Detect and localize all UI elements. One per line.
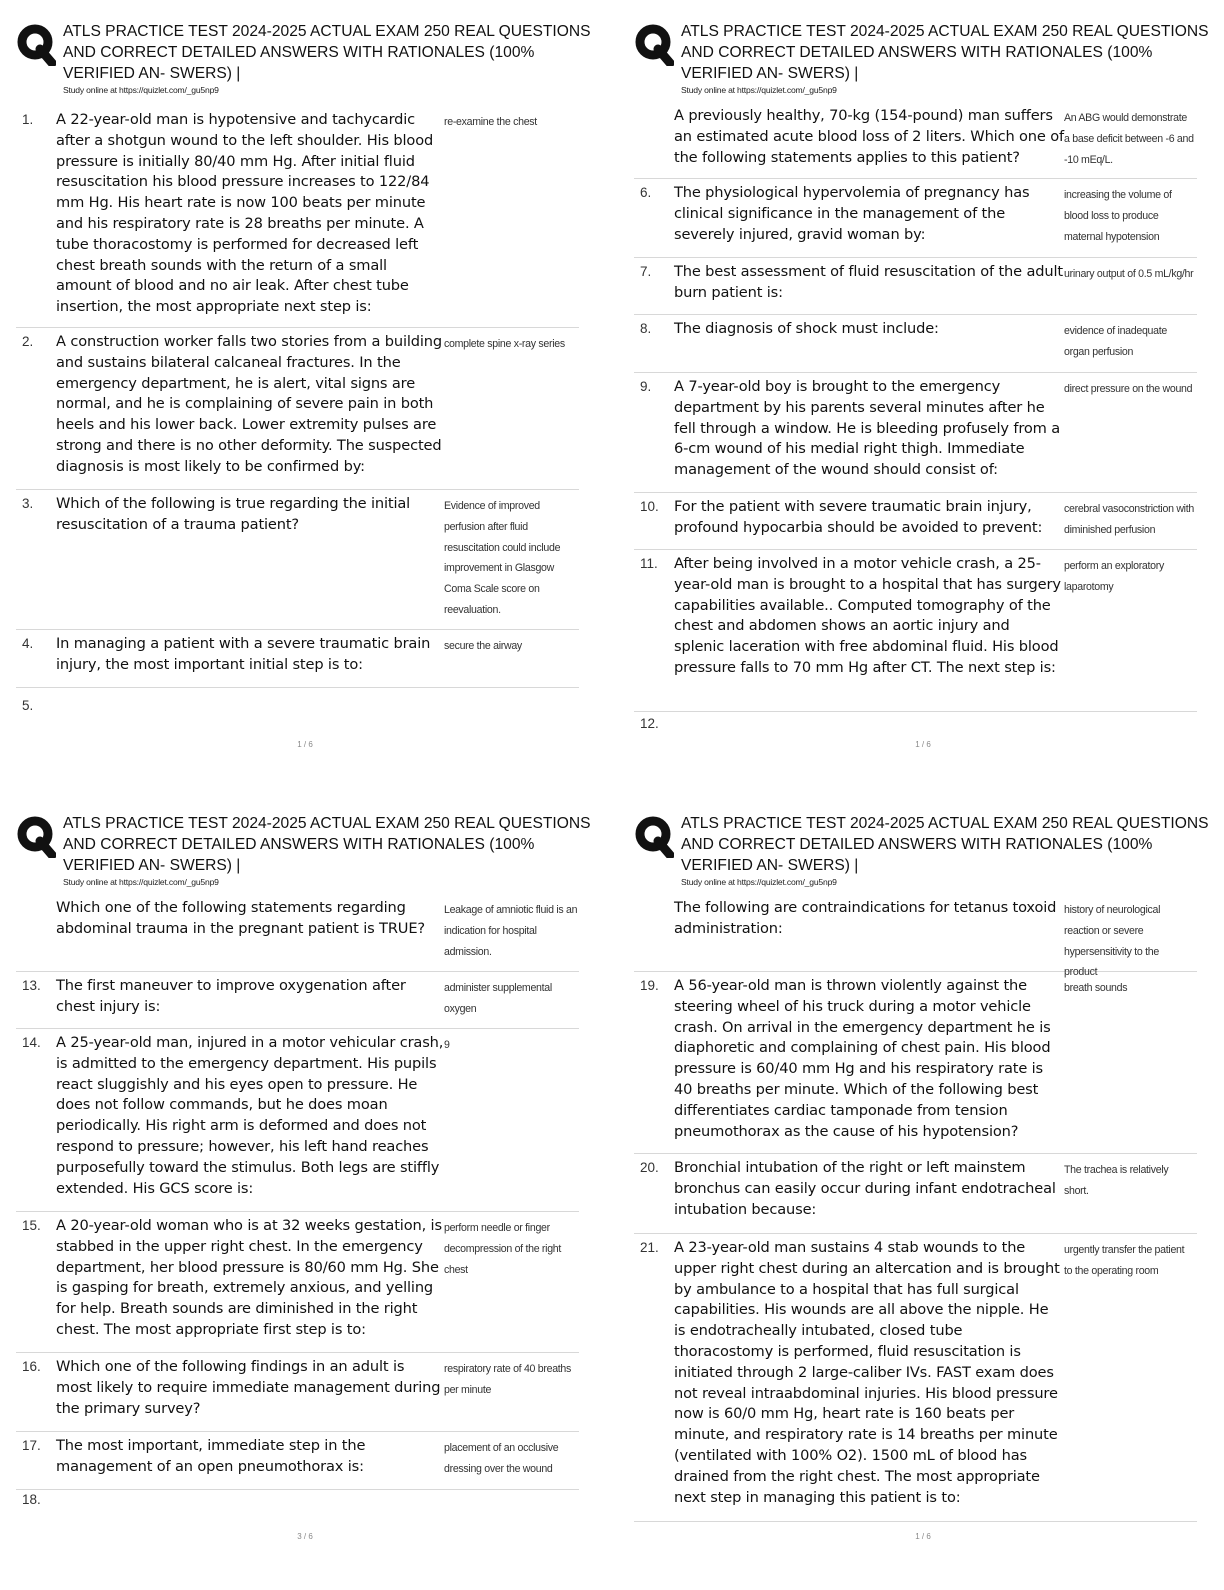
answer-text: perform an exploratory laparotomy — [1064, 560, 1164, 593]
answer-text: direct pressure on the wound — [1064, 383, 1193, 395]
page-number: 3 / 6 — [297, 1532, 313, 1541]
question-number: 5. — [22, 698, 34, 713]
study-online-link[interactable]: Study online at https://quizlet.com/_gu5np9 — [63, 877, 219, 887]
question-number: 18. — [22, 1492, 41, 1507]
page-number: 1 / 6 — [297, 740, 313, 749]
question-number: 14. — [22, 1035, 41, 1050]
answer-text: complete spine x-ray series — [444, 338, 565, 350]
question-number: 11. — [640, 556, 658, 571]
quizlet-q-logo-icon — [634, 22, 674, 66]
question-number: 12. — [640, 716, 659, 731]
document-title: ATLS PRACTICE TEST 2024-2025 ACTUAL EXAM 250 REAL QUESTIONS AND CORRECT DETAILED ANSWERS WITH RATIONALES (100% VERIFIED AN- SWERS) | — [63, 23, 591, 82]
question-text: A 56-year-old man is thrown violently against the steering wheel of his truck during a motor vehicle crash. On arrival in the emergency department he is diaphoretic and complaining of chest pain. His blood pressure is 60/40 mm Hg and his respiratory rate is 40 breaths per minute. Which of the following best differentiates cardiac tamponade from tension pneumothorax as the cause of his hypotension? — [674, 977, 1051, 1140]
question-text: A 20-year-old woman who is at 32 weeks gestation, is stabbed in the upper right chest. In the emergency department, her blood pressure is 80/60 mm Hg. She is gasping for breath, extremely anxious, and yelling for help. Breath sounds are diminished in the right chest. The most appropriate first step is to: — [56, 1217, 442, 1338]
question-row — [634, 493, 1197, 550]
answer-text: evidence of inadequate organ perfusion — [1064, 325, 1167, 358]
page-header — [16, 18, 612, 96]
question-text: A 23-year-old man sustains 4 stab wounds to the upper right chest during an altercation and is brought by ambulance to a hospital that has full surgical capabilities. His wounds are all above the nipple. He is endotracheally intubated, closed tube thoracostomy is performed, fluid resuscitation is initiated through 2 large-caliber IVs. FAST exam does not reveal intraabdominal injuries. His blood pressure now is 60/0 mm Hg, heart rate is 160 beats per minute, and respiratory rate is 14 breaths per minute (ventilated with 100% O2). 1500 mL of blood has drained from the right chest. The most appropriate next step in managing this patient is to: — [674, 1239, 1060, 1506]
question-table — [634, 102, 1197, 712]
question-row — [16, 1432, 579, 1490]
question-row — [16, 894, 579, 972]
question-text: The following are contraindications for tetanus toxoid administration: — [674, 899, 1057, 937]
question-text: The physiological hypervolemia of pregnancy has clinical significance in the management of the severely injured, gravid woman by: — [674, 184, 1030, 243]
question-row — [634, 315, 1197, 373]
answer-text: cerebral vasoconstriction with diminished perfusion — [1064, 503, 1194, 536]
question-text: The first maneuver to improve oxygenation after chest injury is: — [56, 977, 406, 1015]
question-text: A 22-year-old man is hypotensive and tachycardic after a shotgun wound to the left shoulder. His blood pressure is initially 80/40 mm Hg. After initial fluid resuscitation his blood pressure increases to 122/84 mm Hg. His heart rate is now 100 beats per minute and his respiratory rate is 28 breaths per minute. A tube thoracostomy is performed for decreased left chest breath sounds with the return of a small amount of blood and no air leak. After chest tube insertion, the most appropriate next step is: — [56, 111, 434, 316]
question-number: 9. — [640, 379, 652, 394]
question-text: After being involved in a motor vehicle crash, a 25-year-old man is brought to a hospital that has surgery capabilities available.. Computed tomography of the chest and abdomen shows an aortic injury and splenic laceration with free abdominal fluid. His blood pressure falls to 70 mm Hg after CT. The next step is: — [674, 555, 1061, 676]
study-online-link[interactable]: Study online at https://quizlet.com/_gu5np9 — [681, 85, 837, 95]
question-number: 17. — [22, 1438, 41, 1453]
question-number: 7. — [640, 264, 652, 279]
question-row — [634, 894, 1197, 979]
page-number: 1 / 6 — [915, 1532, 931, 1541]
question-row — [634, 550, 1197, 712]
question-row — [16, 1029, 579, 1212]
document-title: ATLS PRACTICE TEST 2024-2025 ACTUAL EXAM 250 REAL QUESTIONS AND CORRECT DETAILED ANSWERS WITH RATIONALES (100% VERIFIED AN- SWERS) | — [63, 815, 591, 874]
answer-text: An ABG would demonstrate a base deficit between -6 and -10 mEq/L. — [1064, 112, 1194, 166]
question-number: 4. — [22, 636, 34, 651]
question-text: A construction worker falls two stories from a building and sustains bilateral calcaneal fractures. In the emergency department, he is alert, vital signs are normal, and he is complaining of severe pain in both heels and his lower back. Lower extremity pulses are strong and there is no other deformity. The suspected diagnosis is most likely to be confirmed by: — [56, 333, 443, 475]
question-number: 15. — [22, 1218, 41, 1233]
answer-text: urgently transfer the patient to the operating room — [1064, 1244, 1185, 1277]
question-text: A 7-year-old boy is brought to the emergency department by his parents several minutes after he fell through a window. He is bleeding profusely from a 6-cm wound of his medial right thigh. Immediate management of the wound should consist of: — [674, 378, 1060, 479]
question-row — [16, 630, 579, 688]
document-page-1 — [16, 18, 612, 798]
question-number: 16. — [22, 1359, 41, 1374]
question-text: The most important, immediate step in the management of an open pneumothorax is: — [56, 1437, 366, 1475]
document-page-4 — [634, 810, 1224, 1590]
answer-text: secure the airway — [444, 640, 522, 652]
question-row — [16, 1212, 579, 1353]
question-number: 2. — [22, 334, 34, 349]
quizlet-q-logo-icon — [634, 814, 674, 858]
document-title: ATLS PRACTICE TEST 2024-2025 ACTUAL EXAM 250 REAL QUESTIONS AND CORRECT DETAILED ANSWERS WITH RATIONALES (100% VERIFIED AN- SWERS) | — [681, 815, 1209, 874]
question-row — [634, 179, 1197, 258]
answer-text: 9 — [444, 1039, 450, 1051]
answer-text: perform needle or finger decompression of the right chest — [444, 1222, 562, 1276]
document-title: ATLS PRACTICE TEST 2024-2025 ACTUAL EXAM 250 REAL QUESTIONS AND CORRECT DETAILED ANSWERS WITH RATIONALES (100% VERIFIED AN- SWERS) | — [681, 23, 1209, 82]
question-text: The diagnosis of shock must include: — [674, 320, 939, 337]
page-header — [16, 810, 612, 888]
question-row — [634, 373, 1197, 493]
question-text: Which one of the following findings in an adult is most likely to require immediate management during the primary survey? — [56, 1358, 441, 1417]
answer-text: Leakage of amniotic fluid is an indication for hospital admission. — [444, 904, 578, 958]
question-table — [16, 894, 579, 1490]
question-row — [16, 972, 579, 1029]
quizlet-q-logo-icon — [16, 22, 56, 66]
question-row — [634, 972, 1197, 1154]
question-number: 13. — [22, 978, 41, 993]
question-text: A 25-year-old man, injured in a motor vehicular crash, is admitted to the emergency department. His pupils react sluggishly and his eyes open to pressure. He does not follow commands, but he does moan periodically. His right arm is deformed and does not respond to pressure; however, his left hand reaches purposefully toward the stimulus. Both legs are stiffly extended. His GCS score is: — [56, 1034, 444, 1197]
page-header — [634, 18, 1224, 96]
question-row — [634, 258, 1197, 315]
question-text: For the patient with severe traumatic brain injury, profound hypocarbia should be avoided to prevent: — [674, 498, 1043, 536]
question-text: A previously healthy, 70-kg (154-pound) man suffers an estimated acute blood loss of 2 liters. Which one of the following statements applies to this patient? — [674, 107, 1064, 166]
question-number: 3. — [22, 496, 34, 511]
answer-text: history of neurological reaction or severe hypersensitivity to the product — [1064, 904, 1161, 979]
document-page-2 — [634, 18, 1224, 798]
question-table — [634, 894, 1197, 1522]
answer-text: breath sounds — [1064, 982, 1128, 994]
question-text: Which of the following is true regarding the initial resuscitation of a trauma patient? — [56, 495, 411, 533]
question-text: The best assessment of fluid resuscitation of the adult burn patient is: — [674, 263, 1063, 301]
answer-text: re-examine the chest — [444, 116, 537, 128]
question-number: 20. — [640, 1160, 659, 1175]
study-online-link[interactable]: Study online at https://quizlet.com/_gu5np9 — [63, 85, 219, 95]
document-page-3 — [16, 810, 612, 1590]
answer-text: Evidence of improved perfusion after fluid resuscitation could include improvement in Glasgow Coma Scale score on reevaluation. — [444, 500, 561, 616]
answer-text: increasing the volume of blood loss to produce maternal hypotension — [1064, 189, 1172, 243]
question-number: 19. — [640, 978, 659, 993]
page-header — [634, 810, 1224, 888]
answer-text: administer supplemental oxygen — [444, 982, 552, 1015]
answer-text: placement of an occlusive dressing over the wound — [444, 1442, 559, 1475]
study-online-link[interactable]: Study online at https://quizlet.com/_gu5np9 — [681, 877, 837, 887]
question-number: 6. — [640, 185, 652, 200]
answer-text: respiratory rate of 40 breaths per minute — [444, 1363, 572, 1396]
question-row — [16, 490, 579, 630]
question-row — [16, 106, 579, 328]
question-number: 21. — [640, 1240, 659, 1255]
answer-text: urinary output of 0.5 mL/kg/hr — [1064, 268, 1194, 280]
question-row — [634, 1154, 1197, 1234]
question-table — [16, 106, 579, 688]
quizlet-q-logo-icon — [16, 814, 56, 858]
question-number: 10. — [640, 499, 659, 514]
question-text: Bronchial intubation of the right or left mainstem bronchus can easily occur during infant endotracheal intubation because: — [674, 1159, 1056, 1218]
question-text: In managing a patient with a severe traumatic brain injury, the most important initial step is to: — [56, 635, 431, 673]
question-row — [634, 1234, 1197, 1522]
question-number: 1. — [22, 112, 34, 127]
page-number: 1 / 6 — [915, 740, 931, 749]
question-number: 8. — [640, 321, 652, 336]
question-row — [16, 328, 579, 490]
answer-text: The trachea is relatively short. — [1064, 1164, 1169, 1197]
question-row — [634, 102, 1197, 179]
question-text: Which one of the following statements regarding abdominal trauma in the pregnant patient is TRUE? — [56, 899, 426, 937]
question-row — [16, 1353, 579, 1432]
